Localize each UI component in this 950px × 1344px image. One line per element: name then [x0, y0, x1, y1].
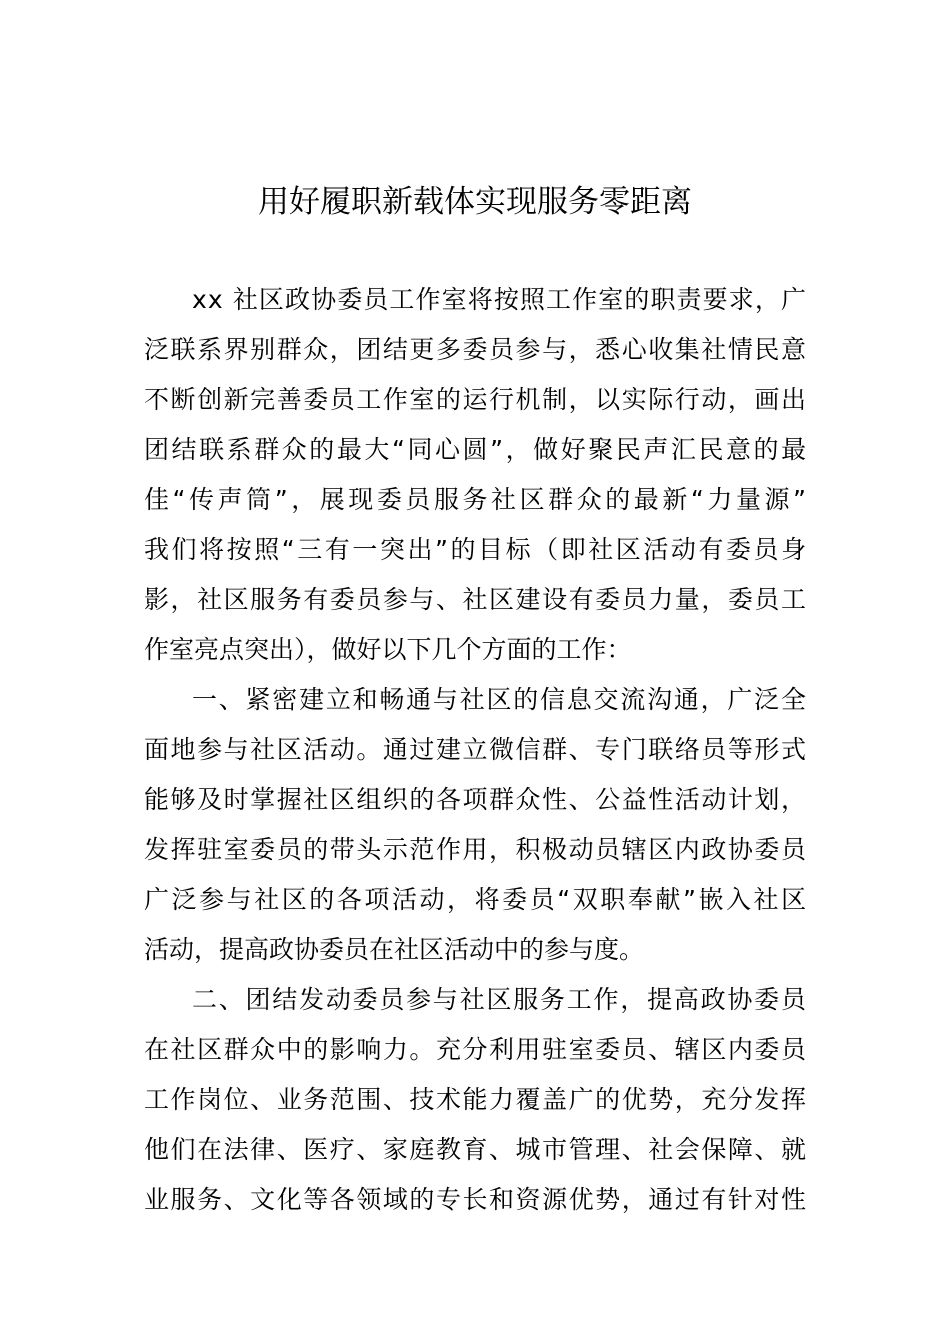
document-body	[144, 275, 824, 1225]
body-line: 团结联系群众的最大“同心圆”，做好聚民声汇民意的最	[144, 435, 809, 464]
body-line: xx 社区政协委员工作室将按照工作室的职责要求，广	[192, 285, 808, 314]
body-line: 泛联系界别群众，团结更多委员参与，悉心收集社情民意	[144, 335, 808, 364]
body-line: 作室亮点突出），做好以下几个方面的工作：	[144, 635, 632, 664]
body-line: 业服务、文化等各领域的专长和资源优势，通过有针对性	[144, 1185, 808, 1214]
body-line: 不断创新完善委员工作室的运行机制，以实际行动，画出	[144, 385, 808, 414]
document-title: 用好履职新载体实现服务零距离	[258, 184, 692, 220]
body-line: 面地参与社区活动。通过建立微信群、专门联络员等形式	[144, 735, 808, 764]
body-line: 我们将按照“三有一突出”的目标（即社区活动有委员身	[144, 535, 809, 564]
body-line: 广泛参与社区的各项活动，将委员“双职奉献”嵌入社区	[144, 885, 809, 914]
body-line: 发挥驻室委员的带头示范作用，积极动员辖区内政协委员	[144, 835, 808, 864]
body-line: 二、团结发动委员参与社区服务工作，提高政协委员	[192, 985, 808, 1014]
body-line: 能够及时掌握社区组织的各项群众性、公益性活动计划，	[144, 785, 808, 814]
body-line: 在社区群众中的影响力。充分利用驻室委员、辖区内委员	[144, 1035, 808, 1064]
body-line: 活动，提高政协委员在社区活动中的参与度。	[144, 935, 645, 964]
body-line: 他们在法律、医疗、家庭教育、城市管理、社会保障、就	[144, 1135, 808, 1164]
body-line: 影，社区服务有委员参与、社区建设有委员力量，委员工	[144, 585, 808, 614]
body-line: 工作岗位、业务范围、技术能力覆盖广的优势，充分发挥	[144, 1085, 808, 1114]
body-line: 佳“传声筒”，展现委员服务社区群众的最新“力量源”	[144, 485, 810, 514]
body-line: 一、紧密建立和畅通与社区的信息交流沟通，广泛全	[192, 685, 808, 714]
